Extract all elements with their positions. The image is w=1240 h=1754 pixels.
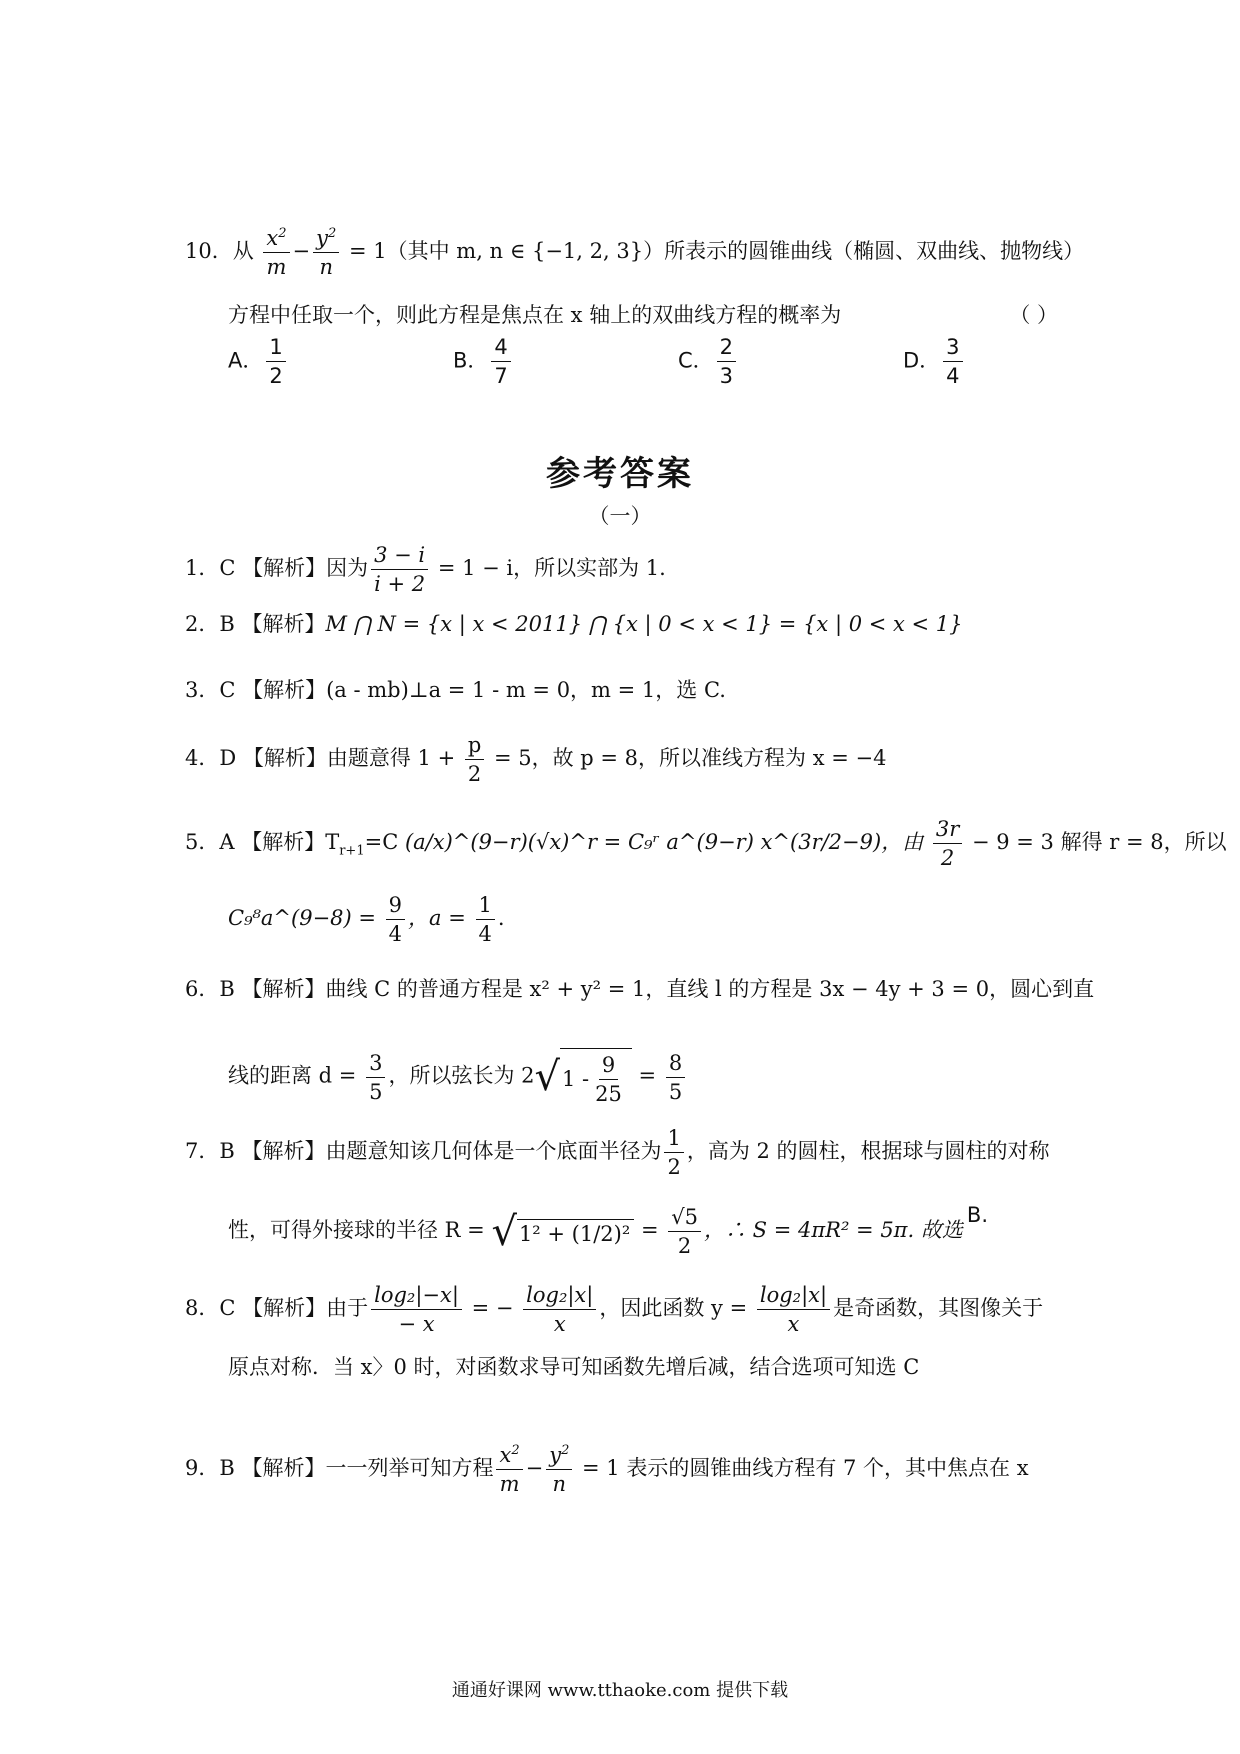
answer-6-line1: 6．B 【解析】曲线 C 的普通方程是 x² + y² = 1，直线 l 的方程是 3x − 4y + 3 = 0，圆心到直 bbox=[185, 977, 1095, 1001]
answer-5-line2: C₉⁸a^(9−8) = $\frac{9}{4}$ ，a = $\frac{1}{4}$ . bbox=[228, 893, 505, 947]
question-10-options bbox=[228, 335, 1128, 388]
answer-9: 9．B 【解析】一一列举可知方程 $\frac{x^2}{m}$ − $\frac{y^2}{n}$ = 1 表示的圆锥曲线方程有 7 个，其中焦点在 x bbox=[185, 1443, 1029, 1497]
answer-blank: （ ） bbox=[1009, 303, 1058, 327]
sqrt-expression: √ 1² + (1/2)² bbox=[491, 1212, 634, 1252]
answer-8-line1: 8．C 【解析】由于 $\frac{\text{log₂|−x|}}{- x}$ = − $\frac{\text{log₂|x|}}{x}$ ，因此函数 y = $\frac{\text{log₂|x|}}{x}$ 是奇函数，其图像关于 bbox=[185, 1283, 1044, 1337]
answer-8-line2: 原点对称．当 x〉0 时，对函数求导可知函数先增后减，结合选项可知选 C bbox=[228, 1355, 920, 1379]
answer-6-line2: 线的距离 d = $\frac{3}{5}$ ，所以弦长为 2 √ 1 - $\frac{9}{25}$ = $\frac{8}{5}$ bbox=[228, 1048, 688, 1106]
option-c: C． $\frac{2}{3}$ bbox=[678, 335, 903, 388]
option-b: B． $\frac{4}{7}$ bbox=[453, 335, 678, 388]
section-subtitle: （一） bbox=[588, 504, 652, 528]
option-d: D． $\frac{3}{4}$ bbox=[903, 335, 1128, 388]
fraction-x2-m: $\frac{x^2}{m}$ bbox=[263, 226, 289, 279]
answer-7-line2: 性，可得外接球的半径 R = √ 1² + (1/2)² = $\frac{√5}{2}$ ，∴ S = 4πR² = 5π. 故选 B. bbox=[228, 1203, 988, 1259]
answer-4: 4．D 【解析】由题意得 1 + $\frac{p}{2}$ = 5，故 p = 8，所以准线方程为 x = −4 bbox=[185, 733, 887, 787]
option-a: A． $\frac{1}{2}$ bbox=[228, 335, 453, 388]
answer-1: 1．C 【解析】因为 $\frac{3 - i}{i + 2}$ = 1 − i，所以实部为 1. bbox=[185, 543, 666, 597]
answer-7-line1: 7．B 【解析】由题意知该几何体是一个底面半径为 $\frac{1}{2}$ ，高为 2 的圆柱，根据球与圆柱的对称 bbox=[185, 1126, 1050, 1180]
answer-2: 2．B 【解析】M ⋂ N = {x | x < 2011} ⋂ {x | 0 < x < 1} = {x | 0 < x < 1} bbox=[185, 612, 963, 636]
fraction-y2-n: $\frac{y^2}{n}$ bbox=[313, 226, 339, 279]
page-title: 参考答案 bbox=[546, 454, 694, 494]
question-number: 10． bbox=[185, 239, 233, 264]
question-10-line1: 10．从 $\frac{x^2}{m}$ − $\frac{y^2}{n}$ = 1（其中 m, n ∈ {−1, 2, 3}）所表示的圆锥曲线（椭圆、双曲线、抛物线） bbox=[185, 226, 1085, 280]
sqrt-expression: √ 1 - $\frac{9}{25}$ bbox=[535, 1048, 632, 1106]
answer-5-line1: 5．A 【解析】$T_{r+1}=C$ (a/x)^(9−r)(√x)^r = C₉ʳ a^(9−r) x^(3r/2−9)，由 $\frac{3r}{2}$ − 9 = 3 解得 r = 8，所以 bbox=[185, 817, 1227, 871]
answer-3: 3．C 【解析】(a - mb)⊥a = 1 - m = 0，m = 1，选 C. bbox=[185, 678, 726, 702]
question-10-line2: 方程中任取一个，则此方程是焦点在 x 轴上的双曲线方程的概率为 （ ） bbox=[228, 303, 1058, 327]
footer-text: 通通好课网 www.tthaoke.com 提供下载 bbox=[451, 1680, 789, 1701]
